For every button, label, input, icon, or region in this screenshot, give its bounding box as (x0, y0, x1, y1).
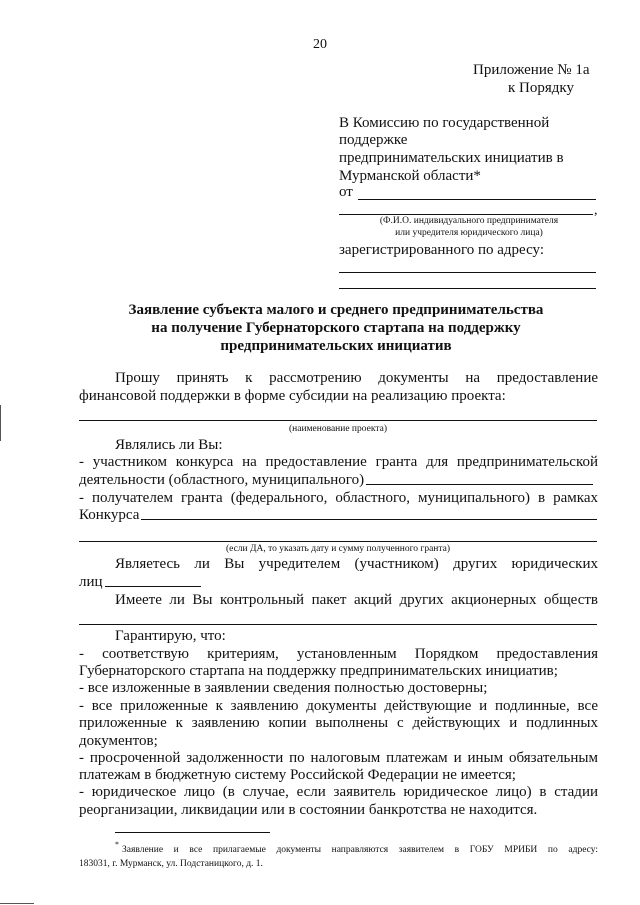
appendix-order: к Порядку (508, 80, 574, 96)
grant-question: - получателем гранта (федерального, областного, муниципального) в рамках (79, 490, 598, 506)
shares-question: Имеете ли Вы контрольный пакет акций других акционерных обществ (115, 592, 598, 608)
footnote-text: Заявление и все прилагаемые документы направляются заявителем в ГОБУ МРИБИ по адресу: (122, 845, 598, 855)
page-number: 20 (313, 37, 327, 52)
addressee-line: предпринимательских инициатив в (339, 150, 564, 166)
scan-edge-mark (0, 405, 1, 441)
guarantee-item: - юридическое лицо (в случае, если заявитель юридическое лицо) в стадии (79, 784, 598, 800)
shares-answer-line[interactable] (79, 624, 597, 625)
grant-answer-line[interactable] (141, 519, 597, 520)
fio-caption: или учредителя юридического лица) (395, 228, 543, 238)
from-field-line[interactable] (358, 199, 596, 200)
fio-caption: (Ф.И.О. индивидуального предпринимателя (379, 216, 559, 226)
addressee-line: В Комиссию по государственной (339, 115, 550, 131)
from-label: от (339, 184, 353, 200)
guarantee-item: документов; (79, 733, 158, 749)
footnote-mark: * (115, 840, 119, 849)
comma: , (594, 203, 598, 218)
guarantee-item: - просроченной задолженности по налоговым платежам и иным обязательным (79, 750, 598, 766)
contest-answer-row (79, 472, 593, 489)
guarantee-item: платежам в бюджетную систему Российской Федерации не имеется; (79, 767, 516, 783)
address-field-line[interactable] (339, 272, 596, 273)
founder-answer-line[interactable] (105, 586, 201, 587)
project-name-line[interactable] (79, 420, 597, 421)
name-field-line[interactable] (339, 214, 593, 215)
scan-edge-mark (0, 903, 34, 904)
appendix-title: Приложение № 1а (473, 62, 590, 78)
addressee-line: Мурманской области* (339, 168, 481, 184)
title-line: предпринимательских инициатив (220, 338, 452, 354)
founder-question-end: лиц (79, 574, 103, 590)
guarantee-item: - все приложенные к заявлению документы действующие и подлинные, все (79, 698, 598, 714)
guarantee-item: Губернаторского стартапа на поддержку предпринимательских инициатив; (79, 663, 558, 679)
were-you-label: Являлись ли Вы: (115, 437, 223, 453)
guarantee-label: Гарантирую, что: (115, 628, 226, 644)
grant-question-end: Конкурса (79, 507, 140, 523)
address-field-line[interactable] (339, 288, 596, 289)
request-text: финансовой поддержки в форме субсидии на реализацию проекта: (79, 388, 506, 404)
footnote-separator (115, 832, 270, 833)
guarantee-item: реорганизации, ликвидации или в состоянии банкротства не находится. (79, 802, 538, 818)
yes-caption: (если ДА, то указать дату и сумму полученного гранта) (225, 544, 451, 554)
founder-question: Являетесь ли Вы учредителем (участником) других юридических (115, 556, 598, 572)
addressee-line: поддержке (339, 132, 408, 148)
title-line: Заявление субъекта малого и среднего предпринимательства (128, 302, 544, 318)
contest-question-end: деятельности (областного, муниципального) (79, 472, 365, 488)
footnote-text: 183031, г. Мурманск, ул. Подстаницкого, д. 1. (79, 859, 263, 869)
request-text: Прошу принять к рассмотрению документы на предоставление (115, 370, 598, 386)
title-line: на получение Губернаторского стартапа на поддержку (151, 320, 521, 336)
guarantee-item: - все изложенные в заявлении сведения полностью достоверны; (79, 680, 488, 696)
grant-details-line[interactable] (79, 541, 597, 542)
project-caption: (наименование проекта) (288, 424, 387, 434)
contest-answer-line[interactable] (366, 484, 593, 485)
registered-label: зарегистрированного по адресу: (339, 242, 544, 258)
guarantee-item: - соответствую критериям, установленным Порядком предоставления (79, 646, 598, 662)
founder-answer-row (79, 574, 201, 591)
contest-question: - участником конкурса на предоставление гранта для предпринимательской (79, 454, 598, 470)
grant-answer-row (79, 507, 597, 524)
guarantee-item: приложенные к заявлению копии выполнены с действующих и подлинных (79, 715, 598, 731)
